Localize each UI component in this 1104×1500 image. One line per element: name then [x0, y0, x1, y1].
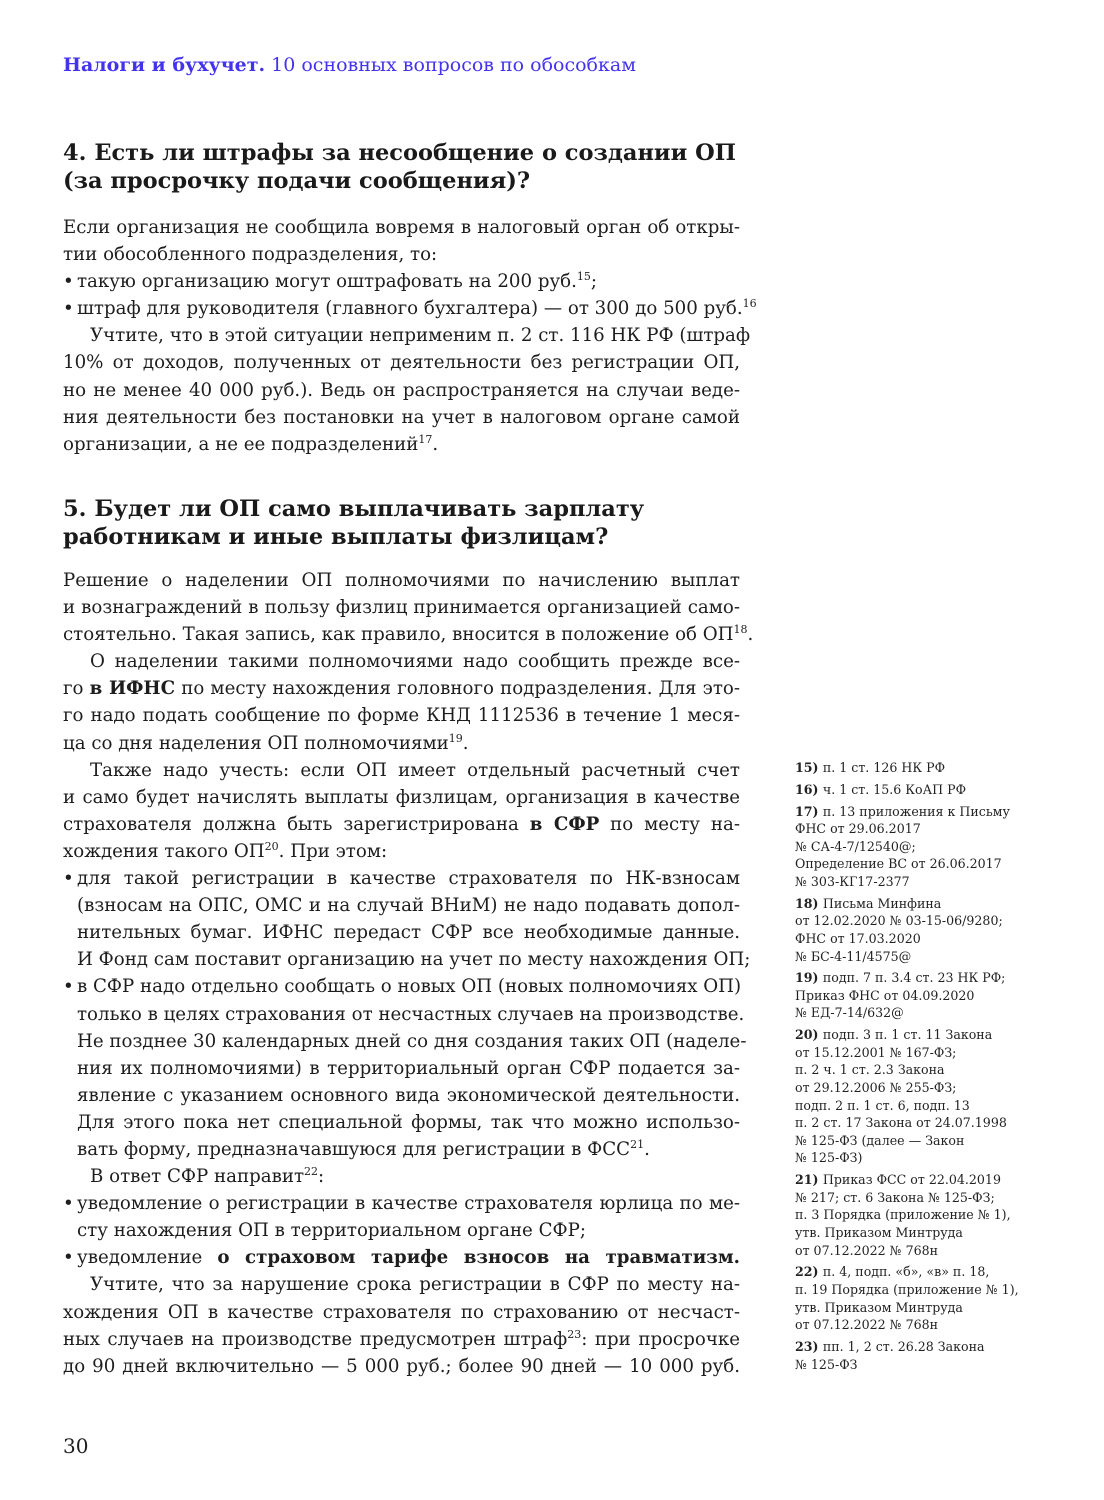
paragraph — [63, 648, 740, 756]
section-heading-4 — [63, 139, 753, 195]
footnote-line: утв. Приказом Минтруда — [795, 1299, 963, 1315]
footnote-line: 15) п. 1 ст. 126 НК РФ — [795, 760, 946, 775]
text-line: только в целях страхования от несчастных случаев на производстве. — [77, 1003, 745, 1025]
text-line: хождения ОП в качестве страхователя по страхованию от несчаст- — [63, 1301, 740, 1323]
heading-line: (за просрочку подачи сообщения)? — [63, 168, 531, 194]
text-line: до 90 дней включительно — 5 000 руб.; более 90 дней — 10 000 руб. — [63, 1355, 740, 1377]
section-body-5 — [63, 567, 754, 1380]
footnote-line: 21) Приказ ФСС от 22.04.2019 — [795, 1172, 1001, 1188]
bullet-icon: • — [63, 298, 74, 320]
text-line: Для этого пока нет специальной формы, так что можно использо- — [77, 1111, 740, 1133]
footnote-line: 22) п. 4, подп. «б», «в» п. 18, — [795, 1264, 990, 1280]
text-line: Не позднее 30 календарных дней со дня создания таких ОП (наделе- — [77, 1030, 747, 1052]
bold-text: о страховом тарифе взносов на травматизм. — [217, 1247, 741, 1269]
footnote-line: п. 3 Порядка (приложение № 1), — [795, 1207, 1011, 1223]
paragraph — [63, 1163, 740, 1190]
heading-line: 5. Будет ли ОП само выплачивать зарплату — [63, 496, 645, 522]
bullet-icon: • — [63, 868, 74, 890]
footnote-ref: 21 — [630, 1137, 645, 1151]
footnote — [795, 969, 1025, 1022]
text-line: вать форму, предназначавшуюся для регистрации в ФСС$^{21}$. — [77, 1137, 650, 1160]
footnote-line: № БС-4-11/4575@ — [795, 948, 912, 964]
footnote-ref: 22 — [304, 1165, 319, 1179]
text-line: сту нахождения ОП в территориальном органе СФР; — [77, 1220, 586, 1242]
bullet-item — [63, 295, 757, 322]
text-line: О наделении такими полномочиями надо сообщить прежде все- — [90, 651, 740, 673]
footnote-ref: 19 — [448, 731, 463, 745]
footnote-ref: 16 — [742, 297, 757, 311]
text-line: Учтите, что в этой ситуации неприменим п. 2 ст. 116 НК РФ (штраф — [90, 325, 751, 347]
footnote-line: № ЕД-7-14/632@ — [795, 1005, 904, 1021]
footnote-line: ФНС от 29.06.2017 — [795, 821, 921, 837]
footnote-line: п. 2 ст. 17 Закона от 24.07.1998 — [795, 1115, 1007, 1131]
text-line: Если организация не сообщила вовремя в налоговый орган об откры- — [63, 217, 740, 238]
footnote-line: № 303-КГ17-2377 — [795, 873, 910, 889]
bullet-item — [63, 865, 751, 973]
text-line: И Фонд сам поставит организацию на учет по месту нахождения ОП; — [77, 949, 751, 971]
bold-text: в ИФНС — [89, 678, 176, 700]
bullet-item — [63, 1244, 740, 1271]
footnote — [795, 1171, 1025, 1259]
section-heading-5 — [63, 495, 753, 551]
running-header-title: 10 основных вопросов по обособкам — [271, 54, 636, 76]
paragraph — [63, 322, 751, 457]
footnote — [795, 1026, 1025, 1167]
footnote — [795, 759, 1025, 777]
text-line: го надо подать сообщение по форме КНД 1112536 в течение 1 меся- — [63, 705, 740, 727]
bullet-item — [63, 1190, 740, 1244]
text-line: в СФР надо отдельно сообщать о новых ОП (новых полномочиях ОП) — [77, 976, 742, 998]
footnote-line: № 125-ФЗ (далее — Закон — [795, 1132, 965, 1148]
footnote-number: 15) — [795, 760, 823, 775]
paragraph — [63, 757, 740, 865]
text-line: организации, а не ее подразделений$^{17}$. — [63, 432, 439, 455]
footnote-number: 19) — [795, 970, 823, 986]
footnote-line: 23) пп. 1, 2 ст. 26.28 Закона — [795, 1338, 985, 1354]
footnote-line: от 15.12.2001 № 167-ФЗ; — [795, 1044, 957, 1060]
footnote-ref: 18 — [733, 623, 748, 637]
footnote-number: 23) — [795, 1338, 823, 1354]
footnotes — [795, 759, 1025, 1377]
text-line: уведомление о страховом тарифе взносов на травматизм. — [77, 1247, 741, 1269]
footnote-ref: 17 — [418, 432, 433, 446]
text-line: хождения такого ОП$^{20}$. При этом: — [63, 839, 388, 862]
text-line: уведомление о регистрации в качестве страхователя юрлица по ме- — [77, 1193, 740, 1215]
text-line: нительных бумаг. ИФНС передаст СФР все необходимые данные. — [77, 922, 740, 944]
text-line: и вознаграждений в пользу физлиц принимается организацией само- — [63, 597, 740, 619]
footnote-line: № 217; ст. 6 Закона № 125-ФЗ; — [795, 1189, 995, 1205]
running-header-section: Налоги и бухучет. — [63, 54, 266, 76]
footnote-number: 20) — [795, 1027, 823, 1043]
page-number: 30 — [63, 1434, 89, 1458]
footnote-number: 21) — [795, 1172, 823, 1188]
text-line: ных случаев на производстве предусмотрен штраф$^{23}$: при просрочке — [63, 1327, 740, 1350]
heading-line: работникам и иные выплаты физлицам? — [63, 524, 609, 550]
text-line: явление с указанием основного вида экономической деятельности. — [77, 1084, 740, 1106]
footnote-number: 18) — [795, 895, 823, 911]
bullet-icon: • — [63, 1247, 74, 1269]
text-line: го в ИФНС по месту нахождения головного подразделения. Для это- — [63, 678, 740, 700]
footnote-number: 22) — [795, 1264, 823, 1280]
text-line: но не менее 40 000 руб.). Ведь он распространяется на случаи веде- — [63, 379, 740, 401]
heading-line: 4. Есть ли штрафы за несообщение о создании ОП — [63, 140, 736, 166]
text-line: такую организацию могут оштрафовать на 200 руб.$^{15}$; — [77, 270, 598, 293]
footnote-line: от 07.12.2022 № 768н — [795, 1242, 939, 1258]
footnote-line: подп. 2 п. 1 ст. 6, подп. 13 — [795, 1097, 970, 1113]
footnote-ref: 15 — [576, 270, 591, 284]
footnote-line: 16) ч. 1 ст. 15.6 КоАП РФ — [795, 781, 967, 797]
footnote — [795, 803, 1025, 891]
footnote-line: п. 2 ч. 1 ст. 2.3 Закона — [795, 1062, 945, 1078]
footnote-line: № 125-ФЗ — [795, 1356, 858, 1372]
text-line: ца со дня наделения ОП полномочиями$^{19}$. — [63, 731, 469, 754]
footnote-line: 18) Письма Минфина — [795, 895, 942, 911]
bullet-item — [63, 268, 740, 295]
footnote-line: от 12.02.2020 № 03-15-06/9280; — [795, 913, 1003, 929]
footnote-line: 19) подп. 7 п. 3.4 ст. 23 НК РФ; — [795, 970, 1006, 986]
footnote-line: от 29.12.2006 № 255-ФЗ; — [795, 1080, 957, 1096]
footnote — [795, 781, 1025, 799]
footnote-line: № 125-ФЗ) — [795, 1150, 863, 1166]
footnote — [795, 895, 1025, 965]
bullet-icon: • — [63, 976, 74, 998]
footnote-line: 17) п. 13 приложения к Письму — [795, 803, 1010, 819]
text-line: 10% от доходов, полученных от деятельности без регистрации ОП, — [63, 352, 740, 374]
footnote-line: Приказ ФНС от 04.09.2020 — [795, 987, 975, 1003]
text-line: Решение о наделении ОП полномочиями по начислению выплат — [63, 570, 740, 591]
footnote-number: 16) — [795, 781, 823, 797]
text-line: стоятельно. Такая запись, как правило, вносится в положение об ОП$^{18}$. — [63, 623, 754, 646]
paragraph — [63, 214, 740, 268]
bold-text: в СФР — [529, 813, 600, 835]
footnote-line: 20) подп. 3 п. 1 ст. 11 Закона — [795, 1027, 993, 1043]
footnote-ref: 20 — [264, 839, 279, 853]
text-line: В ответ СФР направит$^{22}$: — [90, 1165, 325, 1188]
text-line: штраф для руководителя (главного бухгалтера) — от 300 до 500 руб.$^{16}$ — [77, 297, 757, 320]
bullet-icon: • — [63, 1193, 74, 1215]
footnote-line: от 07.12.2022 № 768н — [795, 1317, 939, 1333]
text-line: ния их полномочиями) в территориальный орган СФР подается за- — [77, 1057, 740, 1079]
footnote — [795, 1338, 1025, 1373]
bullet-item — [63, 973, 747, 1163]
bullet-icon: • — [63, 271, 74, 293]
footnote-number: 17) — [795, 803, 823, 819]
paragraph — [63, 1271, 740, 1379]
footnote-line: Определение ВС от 26.06.2017 — [795, 856, 1002, 872]
text-line: тии обособленного подразделения, то: — [63, 244, 438, 266]
text-line: (взносам на ОПС, ОМС и на случай ВНиМ) не надо подавать допол- — [77, 895, 740, 917]
paragraph — [63, 567, 754, 648]
text-line: ния деятельности без постановки на учет в налоговом органе самой — [63, 406, 740, 428]
text-line: страхователя должна быть зарегистрирована в СФР по месту на- — [63, 813, 740, 835]
footnote-ref: 23 — [567, 1327, 582, 1341]
text-line: Учтите, что за нарушение срока регистрации в СФР по месту на- — [90, 1274, 740, 1296]
footnote-line: утв. Приказом Минтруда — [795, 1224, 963, 1240]
footnote-line: п. 19 Порядка (приложение № 1), — [795, 1281, 1019, 1297]
section-body-4 — [63, 214, 757, 458]
text-line: и само будет начислять выплаты физлицам, организация в качестве — [63, 786, 740, 808]
footnote-line: ФНС от 17.03.2020 — [795, 930, 921, 946]
text-line: для такой регистрации в качестве страхователя по НК-взносам — [77, 868, 740, 890]
running-header — [63, 54, 636, 76]
footnote-line: № СА-4-7/12540@; — [795, 838, 916, 854]
text-line: Также надо учесть: если ОП имеет отдельный расчетный счет — [90, 759, 740, 781]
footnote — [795, 1263, 1025, 1333]
